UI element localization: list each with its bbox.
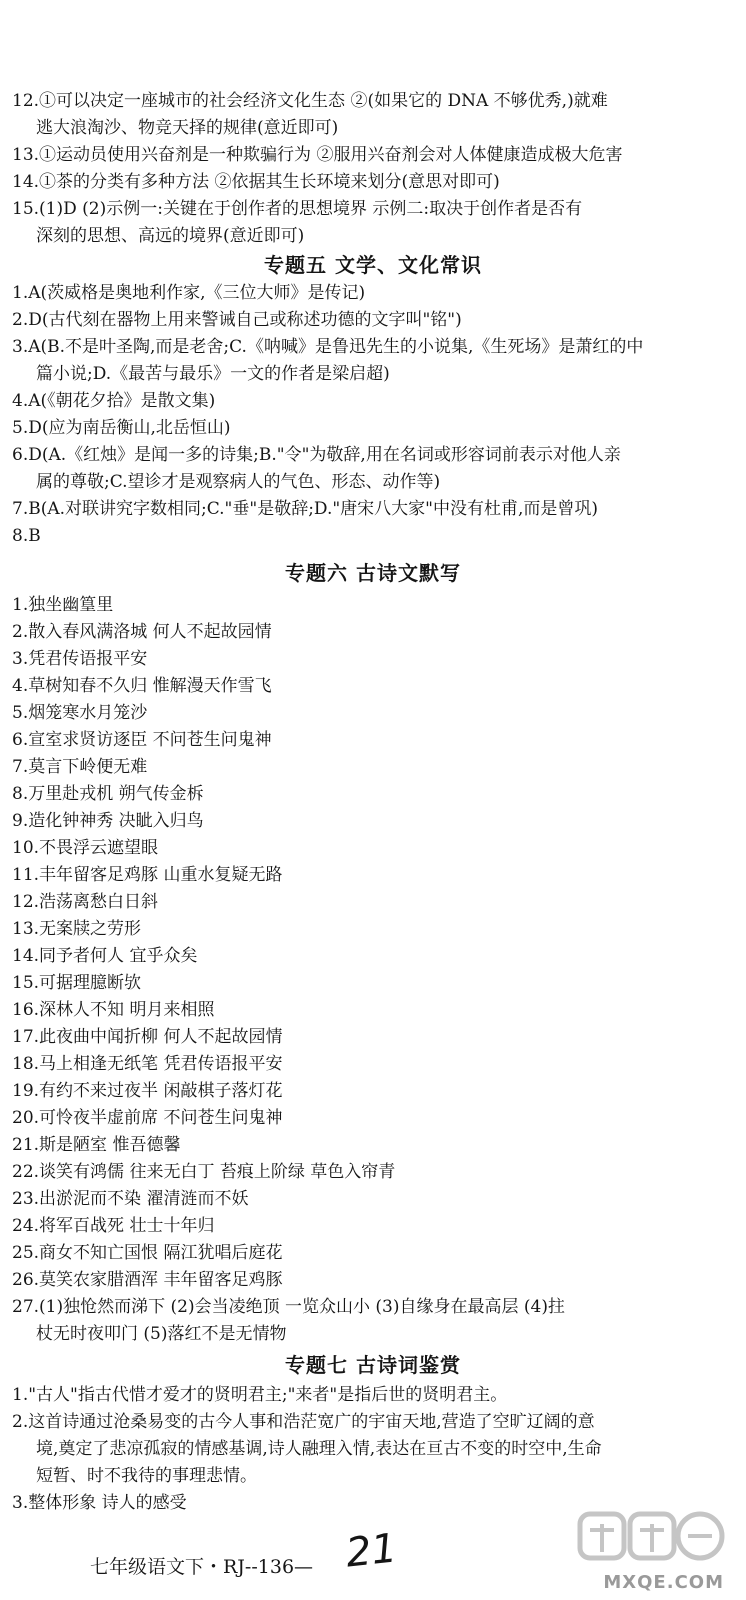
answer-line: 4.A(《朝花夕拾》是散文集) xyxy=(12,391,216,411)
answer-line: 7.B(A.对联讲究字数相同;C."垂"是敬辞;D."唐宋八大家"中没有杜甫,而是曾巩) xyxy=(12,499,599,519)
answer-line: 15.可据理臆断欤 xyxy=(12,973,142,993)
section-heading-6: 专题六 古诗文默写 xyxy=(285,561,461,585)
answer-line: 24.将军百战死 壮士十年归 xyxy=(12,1216,215,1236)
answer-line: 26.莫笑农家腊酒浑 丰年留客足鸡豚 xyxy=(12,1270,283,1290)
answer-line: 7.莫言下岭便无难 xyxy=(12,757,148,777)
answer-line: 15.(1)D (2)示例一:关键在于创作者的思想境界 示例二:取决于创作者是否有 xyxy=(12,199,583,219)
answer-line: 杖无时夜叩门 (5)落红不是无情物 xyxy=(36,1324,287,1344)
answer-line: 3.A(B.不是叶圣陶,而是老舍;C.《呐喊》是鲁迅先生的小说集,《生死场》是萧红的中 xyxy=(12,337,644,357)
answer-line: 6.宣室求贤访逐臣 不问苍生问鬼神 xyxy=(12,730,272,750)
answer-line: 8.万里赴戎机 朔气传金柝 xyxy=(12,784,204,804)
section-heading-5: 专题五 文学、文化常识 xyxy=(264,253,482,277)
answer-line: 13.无案牍之劳形 xyxy=(12,919,142,939)
answer-line: 2.散入春风满洛城 何人不起故园情 xyxy=(12,622,272,642)
answer-line: 4.草树知春不久归 惟解漫天作雪飞 xyxy=(12,676,272,696)
watermark-url: MXQE.COM xyxy=(603,1572,724,1593)
answer-line: 深刻的思想、高远的境界(意近即可) xyxy=(36,226,305,246)
answer-line: 22.谈笑有鸿儒 往来无白丁 苔痕上阶绿 草色入帘青 xyxy=(12,1162,396,1182)
answer-line: 2.D(古代刻在器物上用来警诫自己或称述功德的文字叫"铭") xyxy=(12,310,462,330)
answer-line: 5.D(应为南岳衡山,北岳恒山) xyxy=(12,418,231,438)
answer-line: 23.出淤泥而不染 濯清涟而不妖 xyxy=(12,1189,249,1209)
answer-line: 20.可怜夜半虚前席 不问苍生问鬼神 xyxy=(12,1108,283,1128)
answer-line: 25.商女不知亡国恨 隔江犹唱后庭花 xyxy=(12,1243,283,1263)
answer-line: 10.不畏浮云遮望眼 xyxy=(12,838,159,858)
answer-line: 17.此夜曲中闻折柳 何人不起故园情 xyxy=(12,1027,283,1047)
answer-line: 12.浩荡离愁白日斜 xyxy=(12,892,159,912)
answer-line: 19.有约不来过夜半 闲敲棋子落灯花 xyxy=(12,1081,283,1101)
answer-line: 1.A(茨威格是奥地利作家,《三位大师》是传记) xyxy=(12,283,366,303)
answer-line: 11.丰年留客足鸡豚 山重水复疑无路 xyxy=(12,865,283,885)
answer-line: 18.马上相逢无纸笔 凭君传语报平安 xyxy=(12,1054,283,1074)
answer-line: 属的尊敬;C.望诊才是观察病人的气色、形态、动作等) xyxy=(36,472,441,492)
answer-line: 9.造化钟神秀 决眦入归鸟 xyxy=(12,811,204,831)
answer-line: 境,奠定了悲凉孤寂的情感基调,诗人融理入情,表达在亘古不变的时空中,生命 xyxy=(36,1439,602,1459)
answer-line: 篇小说;D.《最苦与最乐》一文的作者是梁启超) xyxy=(36,364,390,384)
answer-line: 14.①茶的分类有多种方法 ②依据其生长环境来划分(意思对即可) xyxy=(12,172,500,192)
answer-line: 1.独坐幽篁里 xyxy=(12,595,114,615)
answer-line: 3.凭君传语报平安 xyxy=(12,649,148,669)
section-heading-7: 专题七 古诗词鉴赏 xyxy=(285,1353,461,1377)
answer-line: 短暂、时不我待的事理悲情。 xyxy=(36,1466,257,1486)
answer-line: 3.整体形象 诗人的感受 xyxy=(12,1493,187,1513)
answer-line: 2.这首诗通过沧桑易变的古今人事和浩茫宽广的宇宙天地,营造了空旷辽阔的意 xyxy=(12,1412,595,1432)
page-footer: 七年级语文下・RJ--136— xyxy=(90,1556,314,1578)
answer-line: 27.(1)独怆然而涕下 (2)会当凌绝顶 一览众山小 (3)自缘身在最高层 (4)拄 xyxy=(12,1297,565,1317)
handwritten-page-number: 21 xyxy=(343,1525,400,1577)
answer-line: 16.深林人不知 明月来相照 xyxy=(12,1000,215,1020)
answer-line: 1."古人"指古代惜才爱才的贤明君主;"来者"是指后世的贤明君主。 xyxy=(12,1385,508,1405)
answer-line: 6.D(A.《红烛》是闻一多的诗集;B."令"为敬辞,用在名词或形容词前表示对他人亲 xyxy=(12,445,621,465)
answer-line: 21.斯是陋室 惟吾德馨 xyxy=(12,1135,181,1155)
answer-line: 12.①可以决定一座城市的社会经济文化生态 ②(如果它的 DNA 不够优秀,)就难 xyxy=(12,91,608,111)
answer-line: 逃大浪淘沙、物竞天择的规律(意近即可) xyxy=(36,118,339,138)
answer-line: 13.①运动员使用兴奋剂是一种欺骗行为 ②服用兴奋剂会对人体健康造成极大危害 xyxy=(12,145,623,165)
answer-line: 8.B xyxy=(12,526,41,546)
answer-line: 5.烟笼寒水月笼沙 xyxy=(12,703,148,723)
answer-line: 14.同予者何人 宜乎众矣 xyxy=(12,946,198,966)
